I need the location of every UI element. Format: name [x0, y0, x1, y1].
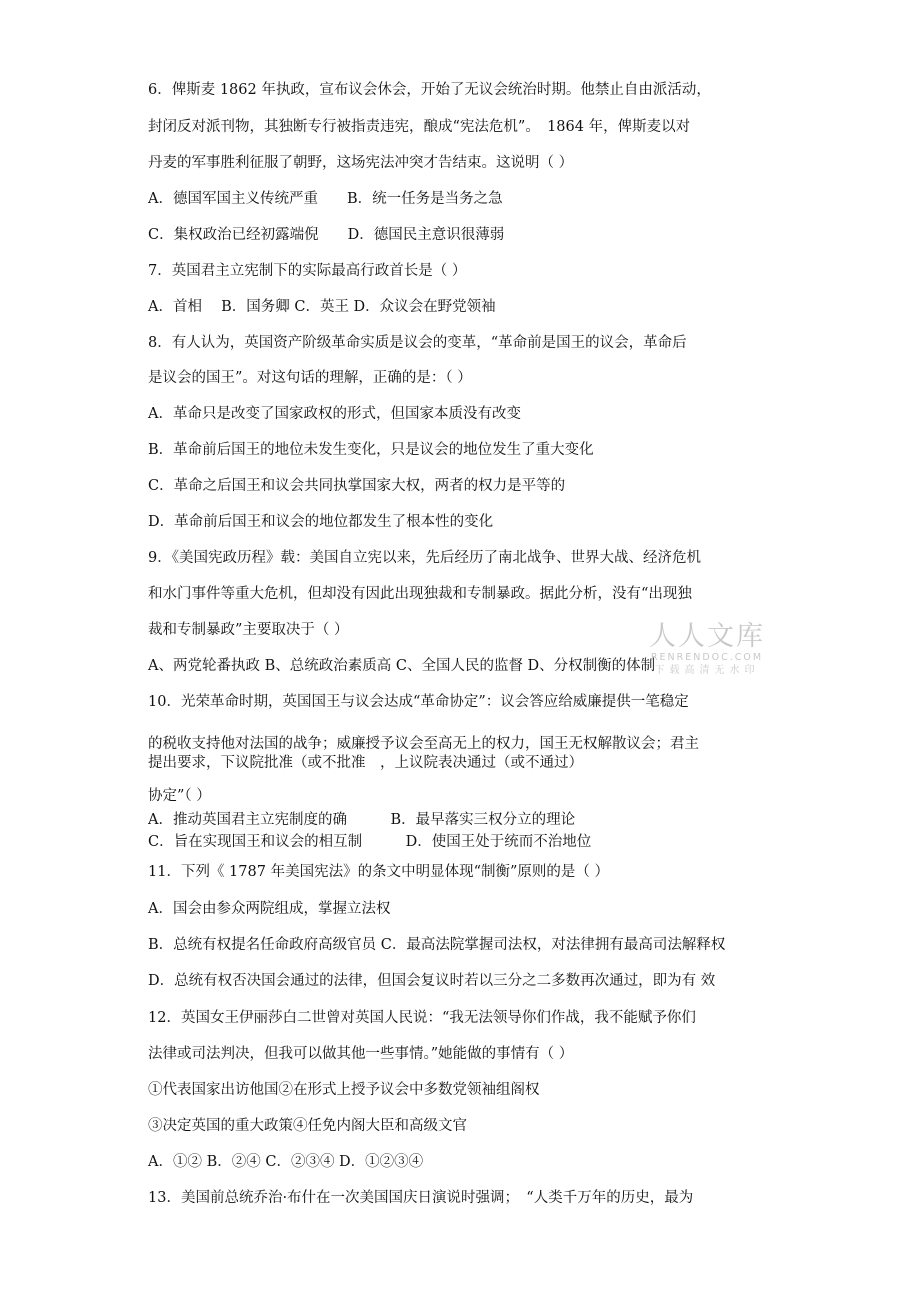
- text-line: C．革命之后国王和议会共同执掌国家大权，两者的权力是平等的: [148, 478, 566, 494]
- text-line: ③决定英国的重大政策④任免内阁大臣和高级文官: [148, 1118, 467, 1134]
- text-line: B．总统有权提名任命政府高级官员 C．最高法院掌握司法权，对法律拥有最高司法解释权: [148, 937, 726, 953]
- text-line: 法律或司法判决，但我可以做其他一些事情。”她能做的事情有（ ）: [148, 1046, 574, 1062]
- text-line: ①代表国家出访他国②在形式上授予议会中多数党领袖组阁权: [148, 1082, 540, 1098]
- text-line: 8．有人认为，英国资产阶级革命实质是议会的变革，“革命前是国王的议会，革命后: [148, 335, 687, 351]
- text-line: 是议会的国王”。对这句话的理解，正确的是：（ ）: [148, 370, 472, 386]
- text-line: 11．下列《 1787 年美国宪法》的条文中明显体现“制衡”原则的是（ ）: [148, 864, 610, 880]
- text-line: A．德国军国主义传统严重 B．统一任务是当务之急: [148, 191, 503, 207]
- text-line: 12．英国女王伊丽莎白二世曾对英国人民说：“我无法领导你们作战，我不能赋予你们: [148, 1010, 696, 1026]
- text-line: 丹麦的军事胜利征服了朝野，这场宪法冲突才告结束。这说明（ ）: [148, 155, 574, 171]
- text-line: 提出要求，下议院批准（或不批准 ，上议院表决通过（或不通过）: [148, 755, 583, 771]
- text-line: 6．俾斯麦 1862 年执政，宣布议会休会，开始了无议会统治时期。他禁止自由派活动，: [148, 82, 711, 98]
- text-line: 10．光荣革命时期，英国国王与议会达成“革命协定”：议会答应给威廉提供一笔稳定: [148, 694, 689, 710]
- watermark-logo-text: 人人文库: [649, 621, 765, 652]
- text-line: 协定”（ ）: [148, 788, 211, 804]
- watermark-url: RENRENDOC.COM: [650, 652, 764, 663]
- text-line: A．首相 B．国务卿 C．英王 D．众议会在野党领袖: [148, 299, 496, 315]
- text-line: A．推动英国君主立宪制度的确 B．最早落实三权分立的理论: [148, 812, 576, 828]
- text-line: A．国会由参众两院组成，掌握立法权: [148, 901, 391, 917]
- text-line: A．革命只是改变了国家政权的形式，但国家本质没有改变: [148, 406, 521, 422]
- text-line: 裁和专制暴政”主要取决于（ ）: [148, 622, 349, 638]
- text-line: B．革命前后国王的地位未发生变化，只是议会的地位发生了重大变化: [148, 442, 594, 458]
- text-line: A、两党轮番执政 B、总统政治素质高 C、全国人民的监督 D、分权制衡的体制: [148, 658, 656, 674]
- text-line: C．集权政治已经初露端倪 D．德国民主意识很薄弱: [148, 227, 505, 243]
- text-line: A．①② B．②④ C．②③④ D．①②③④: [148, 1154, 424, 1170]
- text-line: 7．英国君主立宪制下的实际最高行政首长是（ ）: [148, 263, 467, 279]
- text-line: C．旨在实现国王和议会的相互制 D．使国王处于统而不治地位: [148, 834, 592, 850]
- watermark-slogan: 下载高清无水印: [654, 665, 760, 676]
- text-line: 封闭反对派刊物，其独断专行被指责违宪，酿成“宪法危机”。 1864 年，俾斯麦以对: [148, 119, 691, 135]
- text-line: 9．《美国宪政历程》载：美国自立宪以来，先后经历了南北战争、世界大战、经济危机: [148, 550, 701, 566]
- text-line: 13．美国前总统乔治·布什在一次美国国庆日演说时强调； “人类千万年的历史，最为: [148, 1190, 694, 1206]
- text-line: 和水门事件等重大危机，但却没有因此出现独裁和专制暴政。据此分析，没有“出现独: [148, 586, 692, 602]
- text-line: D．革命前后国王和议会的地位都发生了根本性的变化: [148, 514, 494, 530]
- watermark: [632, 622, 782, 684]
- text-line: D．总统有权否决国会通过的法律，但国会复议时若以三分之二多数再次通过，即为有 效: [148, 973, 716, 989]
- text-line: 的税收支持他对法国的战争；威廉授予议会至高无上的权力，国王无权解散议会；君主: [148, 736, 699, 752]
